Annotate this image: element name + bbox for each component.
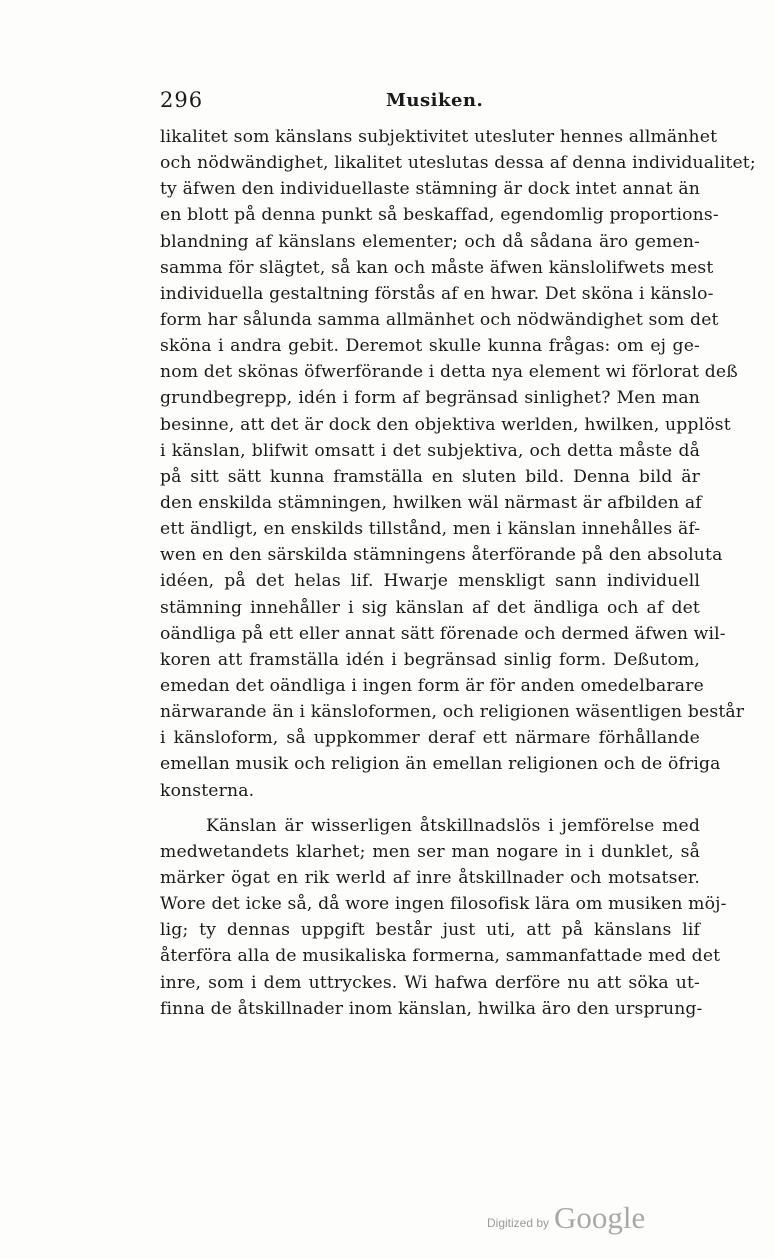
text-line: inre, som i dem uttryckes. Wi hafwa derföre nu att söka ut-	[160, 972, 700, 993]
text-line: på sitt sätt kunna framställa en sluten bild. Denna bild är	[160, 466, 700, 487]
page-header	[160, 88, 700, 118]
text-line: en blott på denna punkt så beskaffad, egendomlig proportions-	[160, 205, 719, 226]
page-number: 296	[160, 88, 204, 112]
text-line: grundbegrepp, idén i form af begränsad sinlighet? Men man	[160, 388, 700, 409]
google-logo: Google	[554, 1200, 646, 1235]
text-line: konsterna.	[160, 780, 255, 801]
text-line: emedan det oändliga i ingen form är för anden omedelbarare	[160, 675, 704, 696]
text-line: ett ändligt, en enskilds tillstånd, men i känslan innehålles äf-	[160, 519, 701, 540]
text-line: märker ögat en rik werld af inre åtskillnader och motsatser.	[160, 867, 700, 888]
text-line: och nödwändighet, likalitet uteslutas dessa af denna individualitet;	[160, 153, 756, 174]
text-line: lig; ty dennas uppgift består just uti, att på känslans lif	[160, 920, 700, 941]
text-line: likalitet som känslans subjektivitet utesluter hennes allmänhet	[160, 127, 718, 147]
digitized-by-label: Digitized by	[487, 1216, 550, 1230]
text-line: individuella gestaltning förstås af en hwar. Det sköna i känslo-	[160, 283, 714, 304]
text-line: stämning innehåller i sig känslan af det ändliga och af det	[160, 597, 700, 618]
text-line: Känslan är wisserligen åtskillnadslös i jemförelse med	[206, 815, 700, 836]
text-line: form har sålunda samma allmänhet och nödwändighet som det	[160, 309, 719, 330]
text-line: samma för slägtet, så kan och måste äfwen känslolifwets mest	[160, 257, 714, 278]
text-line: i känslan, blifwit omsatt i det subjektiva, och detta måste då	[160, 440, 700, 461]
paragraph	[160, 124, 756, 804]
text-line: koren att framställa idén i begränsad sinlig form. Deßutom,	[160, 649, 700, 670]
text-line: den enskilda stämningen, hwilken wäl närmast är afbilden af	[160, 492, 702, 513]
text-line: wen en den särskilda stämningens återförande på den absoluta	[160, 545, 723, 566]
text-line: finna de åtskillnader inom känslan, hwilka äro den ursprung-	[160, 998, 703, 1019]
body-text	[160, 124, 756, 1022]
text-line: blandning af känslans elementer; och då sådana äro gemen-	[160, 231, 700, 252]
text-line: medwetandets klarhet; men ser man nogare in i dunklet, så	[160, 841, 700, 862]
text-line: besinne, att det är dock den objektiva werlden, hwilken, upplöst	[160, 414, 731, 435]
running-head: Musiken.	[386, 90, 484, 111]
text-line: idéen, på det helas lif. Hwarje menskligt sann individuell	[160, 571, 700, 592]
text-line: återföra alla de musikaliska formerna, sammanfattade med det	[160, 946, 721, 967]
text-line: oändliga på ett eller annat sätt förenade och dermed äfwen wil-	[160, 623, 726, 644]
text-line: Wore det icke så, då wore ingen filosofisk lära om musiken möj-	[160, 894, 727, 915]
text-line: ty äfwen den individuellaste stämning är dock intet annat än	[160, 179, 700, 200]
paragraph	[160, 813, 727, 1022]
text-line: emellan musik och religion än emellan religionen och de öfriga	[160, 754, 721, 775]
paragraph-gap	[160, 804, 700, 813]
text-line: nom det skönas öfwerförande i detta nya element wi förlorat deß	[160, 362, 738, 383]
text-line: i känsloform, så uppkommer deraf ett närmare förhållande	[160, 728, 700, 749]
text-line: närwarande än i känsloformen, och religionen wäsentligen består	[160, 702, 745, 723]
text-line: sköna i andra gebit. Deremot skulle kunna frågas: om ej ge-	[160, 336, 700, 357]
